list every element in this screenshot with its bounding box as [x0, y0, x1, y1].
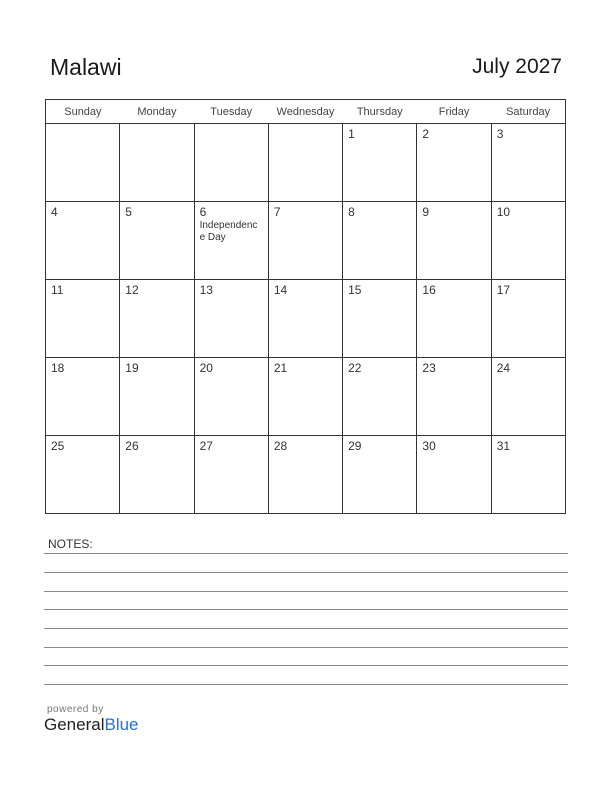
day-number: 22 — [348, 361, 362, 375]
day-cell — [343, 436, 417, 514]
day-number: 17 — [496, 283, 511, 297]
day-number: 4 — [51, 205, 58, 219]
day-cell — [194, 124, 268, 202]
week-row — [46, 124, 566, 202]
country-title: Malawi — [50, 54, 122, 80]
day-number: 12 — [125, 283, 139, 297]
day-cell — [343, 202, 417, 280]
day-cell — [491, 280, 565, 358]
day-number: 28 — [273, 439, 288, 453]
day-number: 25 — [51, 439, 65, 453]
day-cell — [194, 358, 268, 436]
day-cell — [417, 280, 491, 358]
day-number: 27 — [199, 439, 213, 453]
day-number: 3 — [496, 127, 504, 141]
day-cell — [120, 124, 194, 202]
calendar-grid — [45, 99, 566, 514]
note-line — [44, 647, 568, 648]
week-row — [46, 202, 566, 280]
day-cell — [491, 124, 565, 202]
note-line — [44, 665, 568, 666]
day-cell — [46, 124, 120, 202]
day-cell — [417, 358, 491, 436]
day-cell — [120, 358, 194, 436]
day-cell — [120, 280, 194, 358]
day-number: 20 — [199, 361, 213, 375]
day-cell — [268, 358, 342, 436]
day-cell — [194, 202, 268, 280]
day-number: 18 — [51, 361, 65, 375]
month-title: July 2027 — [472, 55, 562, 78]
weekday-tuesday: Tuesday — [194, 100, 268, 124]
day-cell — [491, 436, 565, 514]
day-number: 26 — [125, 439, 139, 453]
note-line — [44, 553, 568, 554]
weekday-sunday: Sunday — [46, 100, 120, 124]
week-row — [46, 436, 566, 514]
logo-blue: Blue — [104, 715, 139, 734]
notes-label: NOTES: — [48, 537, 93, 551]
note-line — [44, 591, 568, 592]
note-line — [44, 628, 568, 629]
weekday-monday: Monday — [120, 100, 194, 124]
day-number: 11 — [51, 283, 64, 297]
day-cell — [120, 202, 194, 280]
day-number: 1 — [348, 127, 355, 141]
note-line — [44, 684, 568, 685]
weekday-saturday: Saturday — [491, 100, 565, 124]
day-cell — [417, 436, 491, 514]
logo-general: General — [44, 715, 105, 734]
day-number: 15 — [348, 283, 362, 297]
weekday-thursday: Thursday — [343, 100, 417, 124]
day-cell — [194, 436, 268, 514]
day-cell — [46, 202, 120, 280]
day-number: 30 — [422, 439, 436, 453]
note-line — [44, 609, 568, 610]
day-number: 16 — [422, 283, 436, 297]
day-cell — [417, 124, 491, 202]
day-number: 24 — [496, 361, 511, 375]
day-number: 9 — [422, 205, 430, 219]
weekday-wednesday: Wednesday — [268, 100, 342, 124]
day-number: 5 — [125, 205, 132, 219]
day-cell — [120, 436, 194, 514]
day-number: 29 — [348, 439, 362, 453]
day-cell — [194, 280, 268, 358]
day-number: 14 — [273, 283, 288, 297]
day-cell — [268, 202, 342, 280]
day-number: 7 — [273, 205, 281, 219]
week-row — [46, 358, 566, 436]
generalblue-logo — [44, 715, 139, 735]
weekday-header-row — [46, 100, 566, 124]
day-cell — [46, 280, 120, 358]
day-cell — [491, 202, 565, 280]
holiday-label: Independence Day — [199, 220, 258, 243]
day-cell — [46, 358, 120, 436]
brand-footer — [44, 704, 139, 735]
day-cell — [268, 280, 342, 358]
day-number: 2 — [422, 127, 430, 141]
weekday-friday: Friday — [417, 100, 491, 124]
powered-by-text: powered by — [47, 704, 104, 715]
week-row — [46, 280, 566, 358]
day-cell — [268, 124, 342, 202]
day-number: 10 — [496, 205, 511, 219]
day-cell — [491, 358, 565, 436]
day-cell — [343, 124, 417, 202]
day-number: 6 — [199, 205, 207, 219]
day-number: 23 — [422, 361, 436, 375]
day-cell — [268, 436, 342, 514]
day-cell — [417, 202, 491, 280]
day-number: 21 — [273, 361, 288, 375]
day-cell — [343, 358, 417, 436]
day-number: 13 — [199, 283, 213, 297]
day-cell — [46, 436, 120, 514]
day-cell — [343, 280, 417, 358]
day-number: 19 — [125, 361, 139, 375]
note-line — [44, 572, 568, 573]
day-number: 8 — [348, 205, 355, 219]
day-number: 31 — [496, 439, 511, 453]
